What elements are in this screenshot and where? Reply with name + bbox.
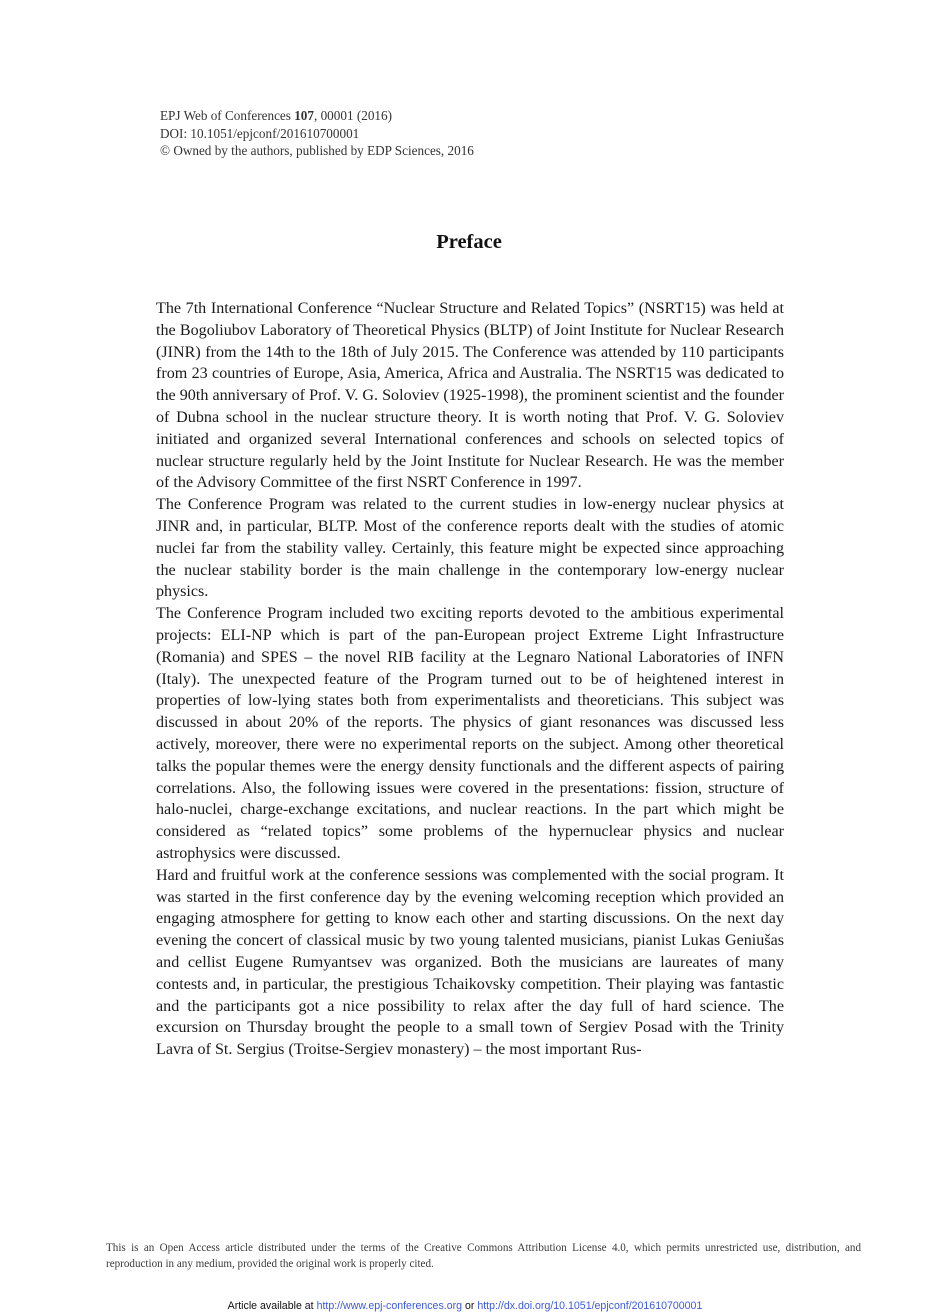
page-title: Preface: [436, 231, 502, 253]
availability-footer: [0, 1299, 930, 1313]
doi-link[interactable]: http://dx.doi.org/10.1051/epjconf/201610700001: [477, 1300, 703, 1312]
journal-name: EPJ Web of Conferences: [160, 108, 295, 123]
journal-header: [160, 107, 760, 160]
body-text: [156, 298, 784, 1061]
availability-prefix: Article available at: [227, 1300, 317, 1312]
paragraph: Hard and fruitful work at the conference sessions was complemented with the social program. It was started in the first conference day by the evening welcoming reception which provided an engaging atmosphere for getting to know each other and starting discussions. On the next day evening the concert of classical music by two young talented musicians, pianist Lukas Geniušas and cellist Eugene Rumyantsev was organized. Both the musicians are laureates of many contests and, in particular, the prestigious Tchaikovsky competition. Their playing was fantastic and the participants got a nice possibility to relax after the day full of hard science. The excursion on Thursday brought the people to a small town of Sergiev Posad with the Trinity Lavra of St. Sergius (Troitse-Sergiev monastery) – the most important Rus-: [156, 866, 784, 1059]
paragraph: The 7th International Conference “Nuclear Structure and Related Topics” (NSRT15) was held at the Bogoliubov Laboratory of Theoretical Physics (BLTP) of Joint Institute for Nuclear Research (JINR) from the 14th to the 18th of July 2015. The Conference was attended by 110 participants from 23 countries of Europe, Asia, America, Africa and Australia. The NSRT15 was dedicated to the 90th anniversary of Prof. V. G. Soloviev (1925-1998), the prominent scientist and the founder of Dubna school in the nuclear structure theory. It is worth noting that Prof. V. G. Soloviev initiated and organized several International conferences and schools on selected topics of nuclear structure regularly held by the Joint Institute for Nuclear Research. He was the member of the Advisory Committee of the first NSRT Conference in 1997.: [156, 300, 784, 492]
epj-conferences-link[interactable]: http://www.epj-conferences.org: [316, 1300, 463, 1312]
citation-line: [160, 107, 760, 125]
volume-number: 107: [294, 108, 314, 123]
license-notice: This is an Open Access article distributed under the terms of the Creative Commons Attribution License 4.0, which permits unrestricted use, distribution, and reproduction in any medium, provided the original work is properly cited.: [106, 1242, 861, 1270]
paragraph: The Conference Program was related to the current studies in low-energy nuclear physics at JINR and, in particular, BLTP. Most of the conference reports dealt with the studies of atomic nuclei far from the stability valley. Certainly, this feature might be expected since approaching the nuclear stability border is the main challenge in the contemporary low-energy nuclear physics.: [156, 496, 784, 601]
citation-rest: , 00001 (2016): [313, 108, 393, 123]
paragraph: The Conference Program included two exciting reports devoted to the ambitious experimental projects: ELI-NP which is part of the pan-European project Extreme Light Infrastructure (Romania) and SPES – the novel RIB facility at the Legnaro National Laboratories of INFN (Italy). The unexpected feature of the Program turned out to be of heightened interest in properties of low-lying states both from experimentalists and theoreticians. This subject was discussed in about 20% of the reports. The physics of giant resonances was discussed less actively, moreover, there were no experimental reports on the subject. Among other theoretical talks the popular themes were the energy density functionals and the different aspects of pairing correlations. Also, the following issues were covered in the presentations: fission, structure of halo-nuclei, charge-exchange excitations, and nuclear reactions. In the part which might be considered as “related topics” some problems of the hypernuclear physics and nuclear astrophysics were discussed.: [156, 605, 784, 862]
doi-line: DOI: 10.1051/epjconf/201610700001: [160, 125, 360, 141]
link-separator: or: [462, 1300, 478, 1312]
copyright-line: © Owned by the authors, published by EDP Sciences, 2016: [160, 143, 474, 158]
